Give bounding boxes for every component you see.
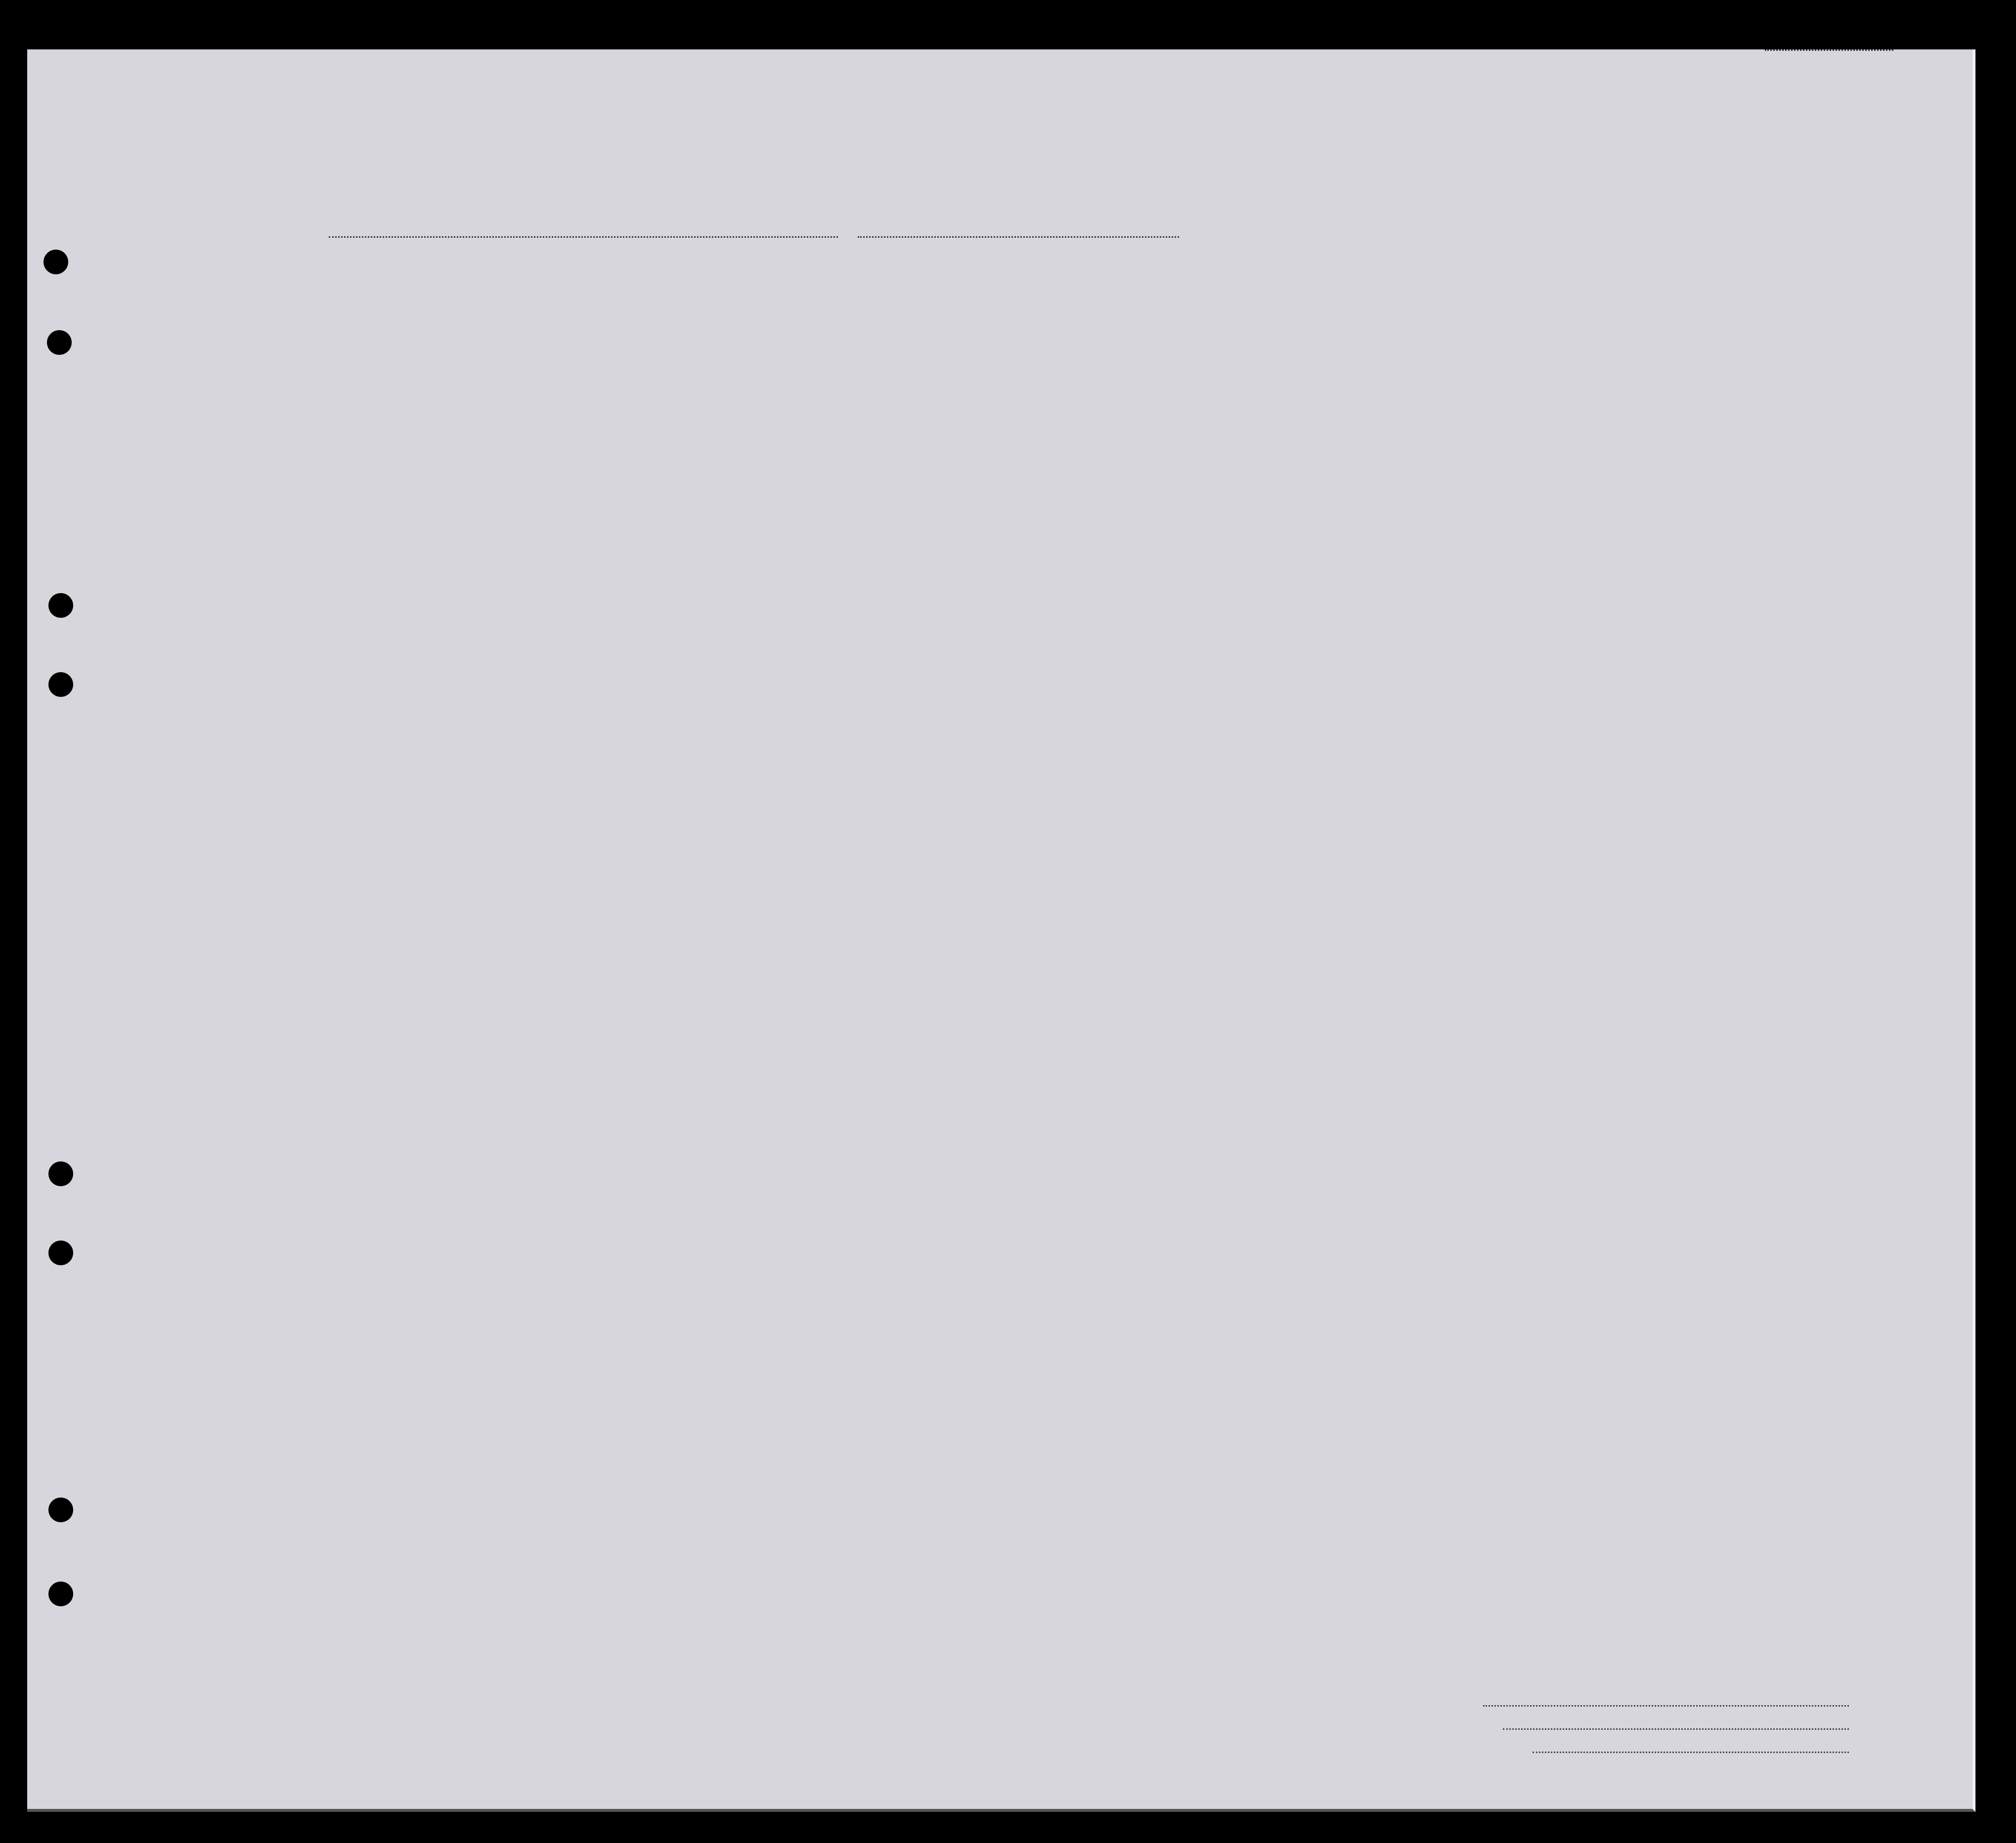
line-fill: [1483, 1705, 1849, 1707]
local-agents-fill: [1533, 1752, 1849, 1753]
owners-fill: [1503, 1728, 1849, 1730]
